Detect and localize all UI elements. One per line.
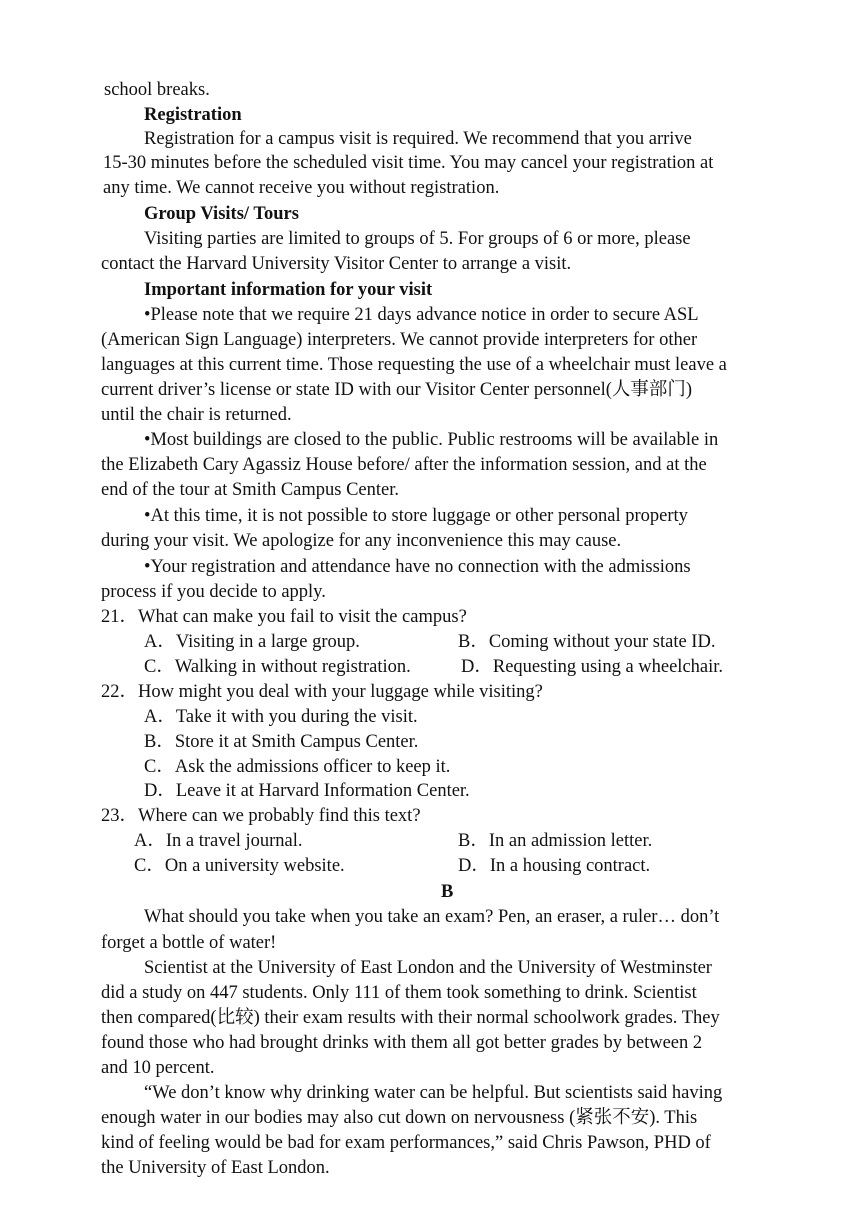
text-line: current driver’s license or state ID with our Visitor Center personnel(人事部门): [101, 380, 693, 400]
question-22-option-b: B．Store it at Smith Campus Center.: [144, 732, 419, 752]
question-21-stem: 21．What can make you fail to visit the campus?: [101, 607, 467, 627]
question-23-stem: 23．Where can we probably find this text?: [101, 806, 421, 826]
text-line: Scientist at the University of East London and the University of Westminster: [144, 958, 712, 978]
question-22-stem: 22．How might you deal with your luggage while visiting?: [101, 682, 543, 702]
question-22-option-c: C．Ask the admissions officer to keep it.: [144, 757, 451, 777]
text-line: until the chair is returned.: [101, 405, 292, 425]
text-line: school breaks.: [104, 80, 210, 100]
question-23-option-d: D．In a housing contract.: [458, 856, 651, 876]
section-b-heading: B: [441, 882, 454, 902]
text-line: kind of feeling would be bad for exam performances,” said Chris Pawson, PHD of: [101, 1133, 711, 1153]
question-22-option-a: A．Take it with you during the visit.: [144, 707, 418, 727]
text-line: 15-30 minutes before the scheduled visit time. You may cancel your registration at: [103, 153, 714, 173]
text-line: end of the tour at Smith Campus Center.: [101, 480, 400, 500]
question-23-option-c: C．On a university website.: [134, 856, 345, 876]
text-line: •At this time, it is not possible to store luggage or other personal property: [144, 506, 688, 526]
heading-registration: Registration: [144, 105, 242, 125]
text-line: and 10 percent.: [101, 1058, 215, 1078]
text-line: (American Sign Language) interpreters. We cannot provide interpreters for other: [101, 330, 698, 350]
question-21-option-a: A．Visiting in a large group.: [144, 632, 360, 652]
text-line: •Most buildings are closed to the public. Public restrooms will be available in: [144, 430, 719, 450]
text-line: the University of East London.: [101, 1158, 330, 1178]
text-line: found those who had brought drinks with them all got better grades by between 2: [101, 1033, 703, 1053]
text-line: enough water in our bodies may also cut down on nervousness (紧张不安). This: [101, 1108, 698, 1128]
question-23-option-a: A．In a travel journal.: [134, 831, 303, 851]
text-line: any time. We cannot receive you without registration.: [103, 178, 500, 198]
question-22-option-d: D．Leave it at Harvard Information Center.: [144, 781, 470, 801]
text-line: did a study on 447 students. Only 111 of them took something to drink. Scientist: [101, 983, 697, 1003]
text-line: forget a bottle of water!: [101, 933, 277, 953]
question-23-option-b: B．In an admission letter.: [458, 831, 653, 851]
question-21-option-c: C．Walking in without registration.: [144, 657, 411, 677]
text-line: process if you decide to apply.: [101, 582, 326, 602]
heading-important-info: Important information for your visit: [144, 280, 433, 300]
text-line: then compared(比较) their exam results with their normal schoolwork grades. They: [101, 1008, 720, 1028]
text-line: languages at this current time. Those requesting the use of a wheelchair must leave a: [101, 355, 727, 375]
heading-group-visits: Group Visits/ Tours: [144, 204, 299, 224]
question-21-option-d: D．Requesting using a wheelchair.: [461, 657, 724, 677]
text-line: “We don’t know why drinking water can be helpful. But scientists said having: [144, 1083, 723, 1103]
text-line: •Please note that we require 21 days advance notice in order to secure ASL: [144, 305, 699, 325]
text-line: contact the Harvard University Visitor Center to arrange a visit.: [101, 254, 572, 274]
text-line: the Elizabeth Cary Agassiz House before/ after the information session, and at the: [101, 455, 707, 475]
text-line: Visiting parties are limited to groups of 5. For groups of 6 or more, please: [144, 229, 691, 249]
text-line: What should you take when you take an exam? Pen, an eraser, a ruler… don’t: [144, 907, 720, 927]
text-line: •Your registration and attendance have no connection with the admissions: [144, 557, 691, 577]
question-21-option-b: B．Coming without your state ID.: [458, 632, 716, 652]
text-line: during your visit. We apologize for any inconvenience this may cause.: [101, 531, 622, 551]
text-line: Registration for a campus visit is required. We recommend that you arrive: [144, 129, 692, 149]
